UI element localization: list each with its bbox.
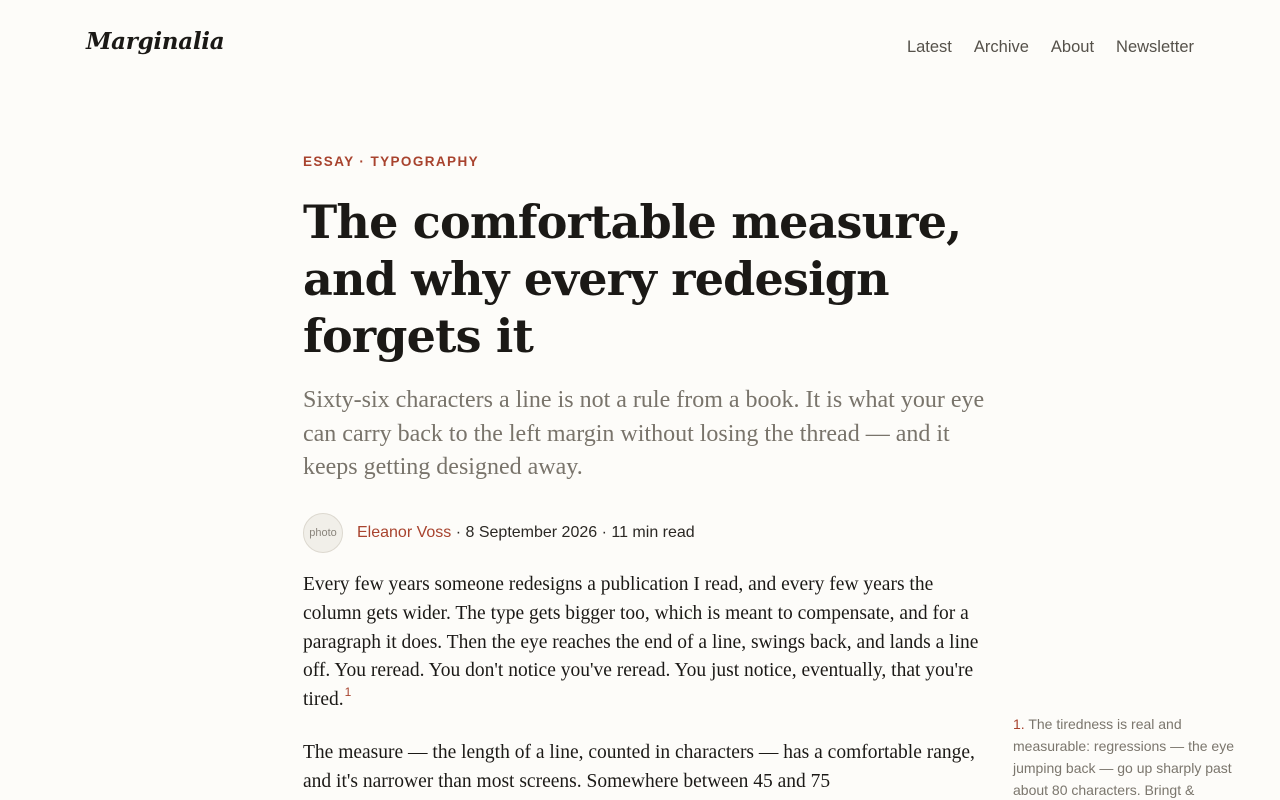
byline-separator: · xyxy=(597,524,612,541)
sidenote-number: 1. xyxy=(1013,716,1025,732)
site-header xyxy=(0,0,1280,100)
publish-date: 8 September 2026 xyxy=(465,524,598,541)
body-paragraph xyxy=(303,571,983,715)
main-nav xyxy=(907,38,1194,57)
author-link[interactable]: Eleanor Voss xyxy=(357,524,452,541)
byline-text xyxy=(357,524,695,542)
body-paragraph xyxy=(303,739,983,797)
read-time: 11 min read xyxy=(611,524,695,541)
article-dek: Sixty-six characters a line is not a rule from a book. It is what your eye can carry back to the left margin without losing the thread — and it keeps getting designed away. xyxy=(303,387,985,480)
nav-about[interactable]: About xyxy=(1050,38,1095,56)
byline xyxy=(303,513,695,553)
article-kicker: ESSAY · TYPOGRAPHY xyxy=(303,154,479,169)
nav-latest[interactable]: Latest xyxy=(906,38,952,56)
sidenote xyxy=(1013,713,1253,800)
byline-separator: · xyxy=(451,524,466,541)
nav-newsletter[interactable]: Newsletter xyxy=(1116,38,1194,56)
paragraph-text: Every few years someone redesigns a publication I read, and every few years the column gets wider. The type gets bigger too, which is meant to compensate, and for a paragraph it does. Then the eye reaches the end of a line, swings back, and lands a line off. You reread. You don't notice you've reread. You just notice, eventually, that you're tired. xyxy=(303,574,979,711)
article-title: The comfortable measure, and why every redesign forgets it xyxy=(303,195,962,363)
footnote-ref[interactable]: 1 xyxy=(344,685,352,700)
sidenote-text: The tiredness is real and measurable: regressions — the eye jumping back — go up sharply past about 80 characters. Bringt & xyxy=(1013,716,1234,798)
paragraph-text: The measure — the length of a line, counted in characters — has a comfortable range, and it's narrower than most screens. Somewhere between 45 and 75 xyxy=(303,742,975,792)
nav-archive[interactable]: Archive xyxy=(973,38,1029,56)
site-logo[interactable]: Marginalia xyxy=(86,28,225,55)
author-avatar: photo xyxy=(303,513,343,553)
